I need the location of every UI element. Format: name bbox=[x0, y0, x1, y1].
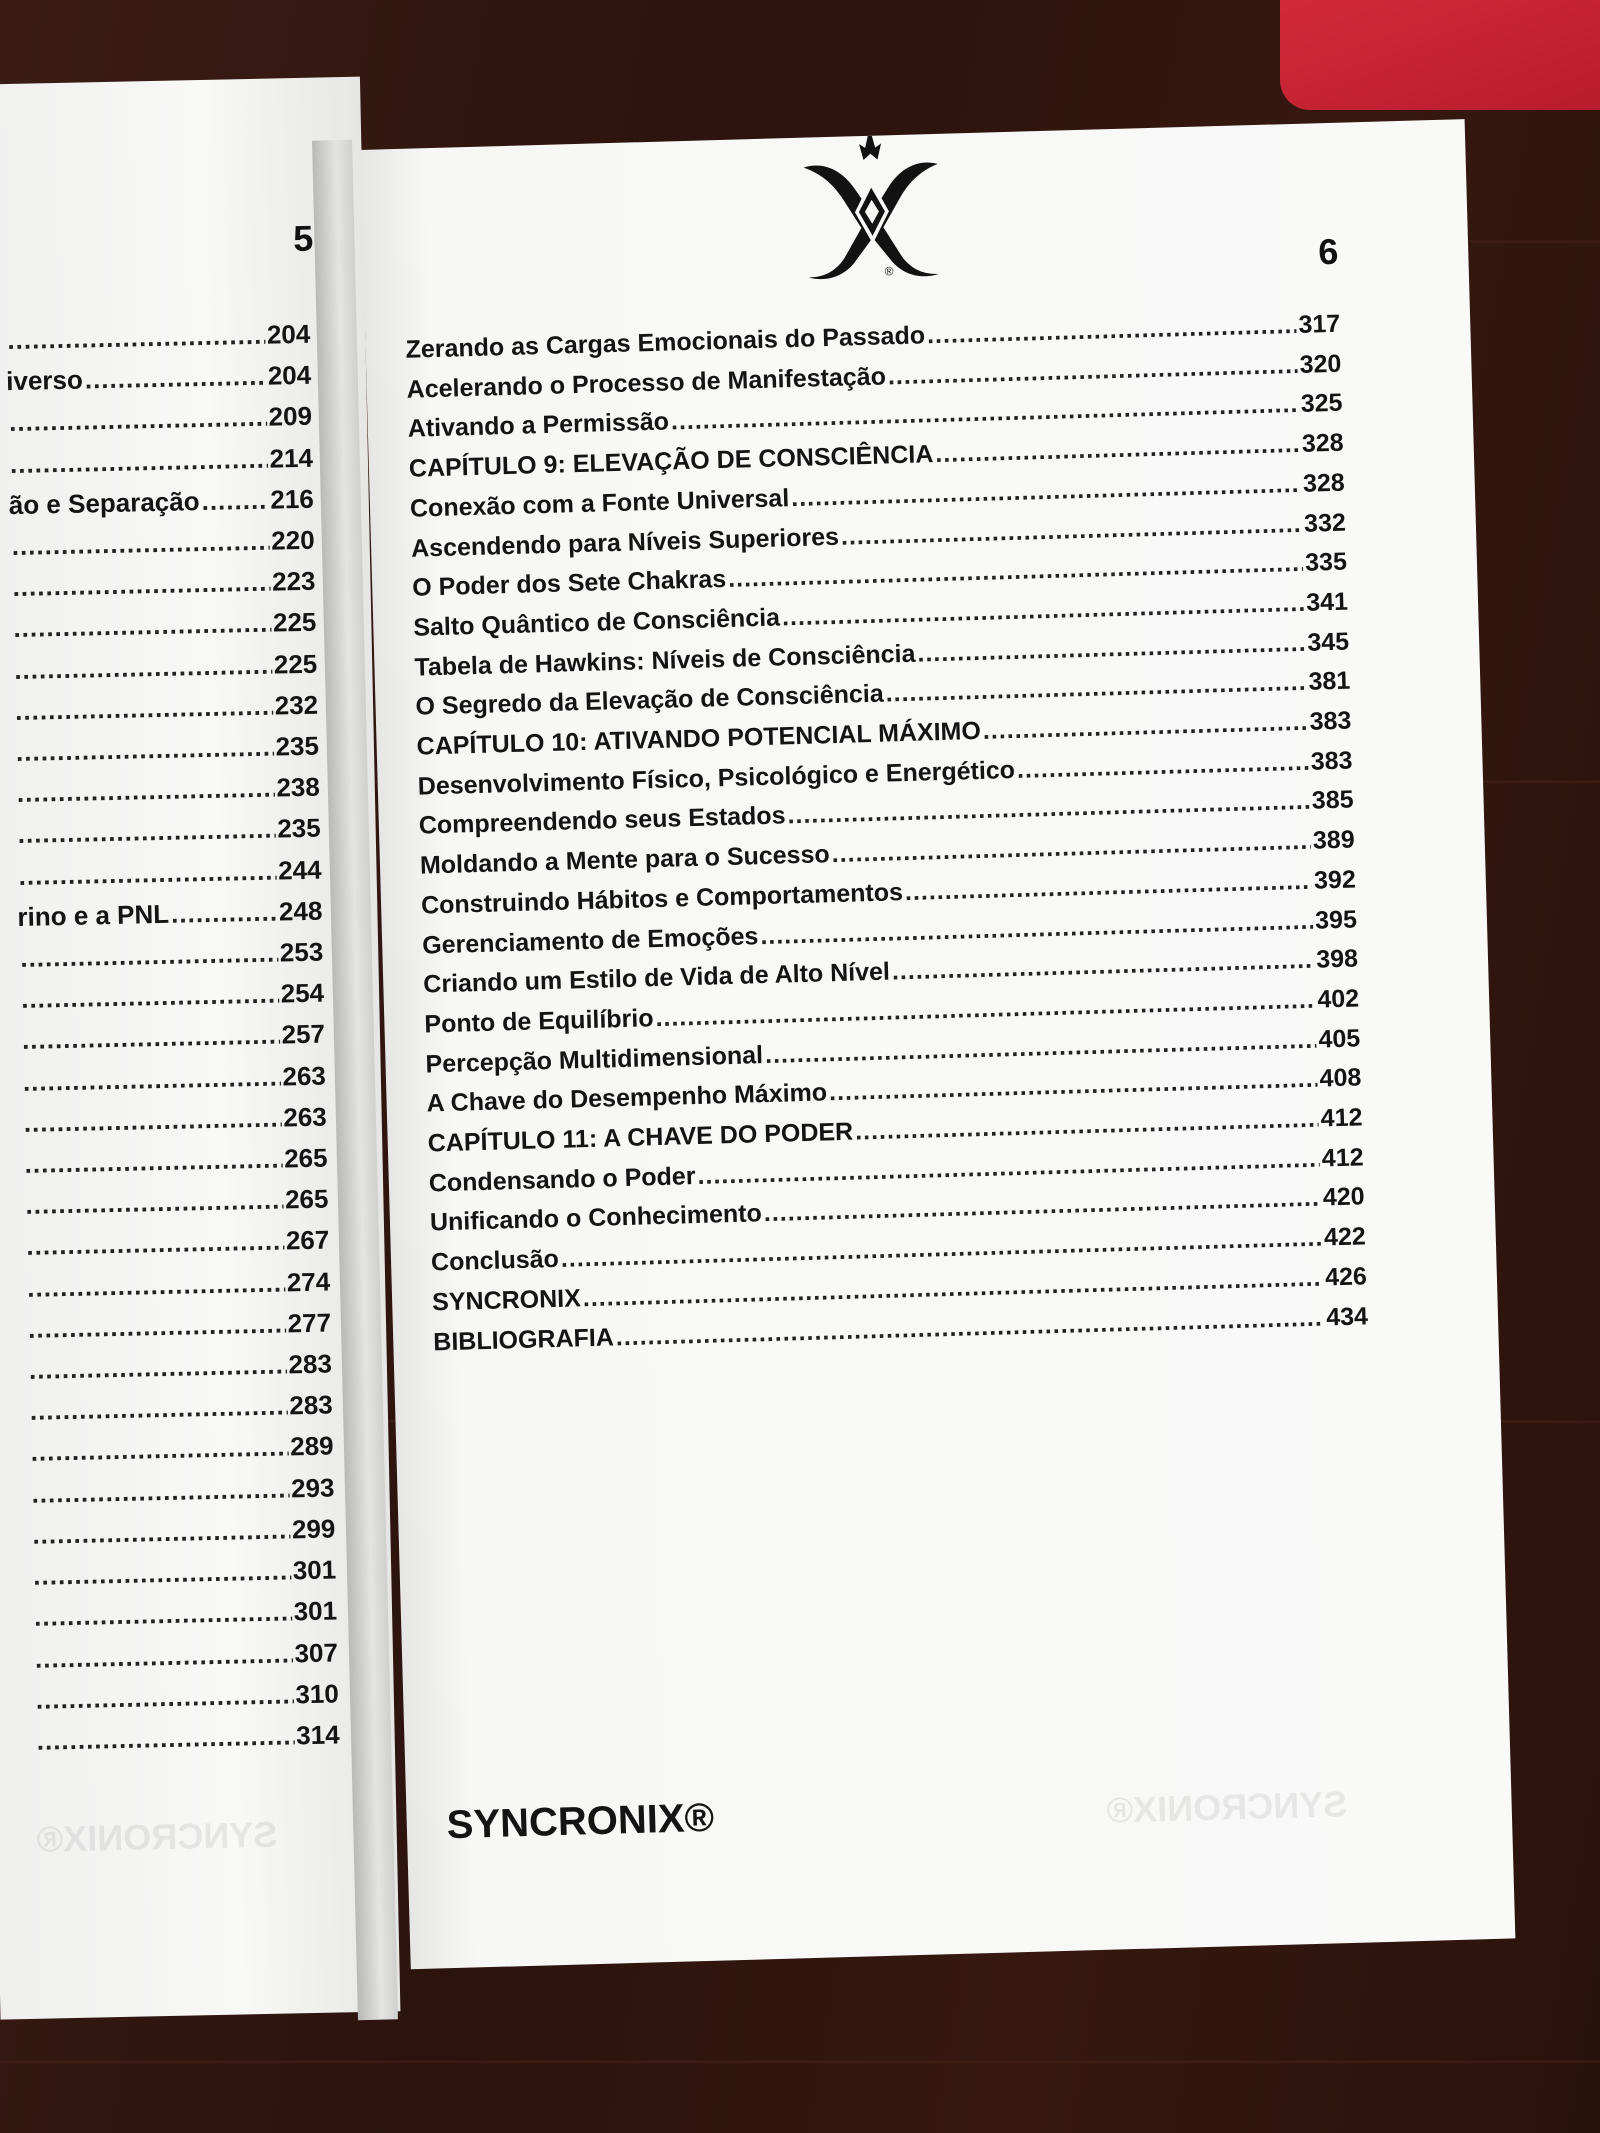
toc-entry-page: 328 bbox=[1302, 468, 1346, 498]
toc-entry bbox=[22, 1138, 328, 1186]
toc-entry-page: 238 bbox=[276, 771, 321, 803]
toc-entry bbox=[31, 1550, 337, 1598]
toc-entry bbox=[34, 1714, 340, 1762]
toc-entry bbox=[26, 1302, 332, 1350]
dot-leader bbox=[201, 479, 269, 522]
toc-entry bbox=[7, 396, 313, 444]
toc-entry-page: 289 bbox=[289, 1430, 334, 1462]
toc-entry bbox=[17, 890, 323, 938]
toc-entry-page: 412 bbox=[1320, 1103, 1363, 1133]
dot-leader bbox=[22, 1056, 280, 1103]
dot-leader bbox=[84, 356, 266, 401]
toc-entry bbox=[11, 602, 317, 650]
dot-leader bbox=[30, 1427, 288, 1474]
dot-leader bbox=[25, 1180, 283, 1227]
trademark-mark: ® bbox=[884, 264, 894, 279]
dot-leader bbox=[32, 1509, 290, 1556]
toc-entry-page: 225 bbox=[272, 607, 317, 638]
toc-entry bbox=[27, 1344, 333, 1392]
toc-entry-title: Salto Quântico de Consciência bbox=[412, 603, 781, 642]
toc-entry-page: 223 bbox=[271, 565, 316, 597]
toc-entry-page: 398 bbox=[1315, 944, 1359, 974]
toc-entry-page: 253 bbox=[279, 936, 324, 968]
toc-entry-page: 426 bbox=[1324, 1262, 1368, 1292]
left-page-number: 5 bbox=[292, 217, 314, 260]
dot-leader bbox=[171, 891, 278, 934]
toc-entry-page: 204 bbox=[266, 318, 311, 350]
right-footer-show-through: SYNCRONIX® bbox=[1106, 1783, 1348, 1831]
toc-entry-page: 283 bbox=[288, 1348, 333, 1380]
dot-leader bbox=[26, 1221, 284, 1268]
toc-entry-title: Zerando as Cargas Emocionais do Passado bbox=[405, 321, 926, 364]
toc-entry-page: 412 bbox=[1321, 1143, 1364, 1173]
toc-entry-title: Criando um Estilo de Vida de Alto Nível bbox=[422, 957, 891, 999]
toc-entry bbox=[30, 1508, 336, 1556]
toc-entry-page: 383 bbox=[1309, 706, 1352, 736]
toc-entry-title: BIBLIOGRAFIA bbox=[432, 1322, 615, 1356]
dot-leader bbox=[15, 685, 273, 732]
toc-entry bbox=[8, 437, 314, 485]
toc-entry-page: 277 bbox=[287, 1307, 332, 1339]
dot-leader bbox=[27, 1262, 285, 1309]
toc-entry bbox=[20, 1055, 326, 1103]
toc-entry bbox=[29, 1467, 335, 1515]
red-cloth bbox=[1280, 0, 1600, 110]
toc-entry bbox=[10, 561, 316, 609]
dot-leader bbox=[24, 1139, 282, 1186]
toc-entry bbox=[19, 973, 325, 1021]
dot-leader bbox=[28, 1303, 286, 1350]
dot-leader bbox=[21, 974, 279, 1021]
toc-entry bbox=[23, 1179, 329, 1227]
toc-entry-title: rino e a PNL bbox=[17, 898, 170, 932]
toc-entry-title: Compreendendo seus Estados bbox=[418, 801, 786, 841]
toc-entry-title: CAPÍTULO 9: ELEVAÇÃO DE CONSCIÊNCIA bbox=[408, 440, 934, 483]
toc-entry-page: 235 bbox=[276, 813, 321, 844]
dot-leader bbox=[9, 397, 267, 444]
toc-entry bbox=[5, 314, 311, 362]
toc-entry-page: 225 bbox=[273, 648, 318, 680]
dot-leader bbox=[16, 727, 274, 774]
dot-leader bbox=[7, 315, 265, 362]
toc-entry-page: 341 bbox=[1305, 587, 1349, 617]
toc-entry-page: 263 bbox=[282, 1101, 327, 1133]
dot-leader bbox=[35, 1674, 293, 1721]
toc-entry-title: Moldando a Mente para o Sucesso bbox=[419, 840, 831, 880]
toc-entry-page: 420 bbox=[1322, 1182, 1366, 1212]
toc-entry-page: 328 bbox=[1301, 428, 1344, 458]
toc-entry-page: 204 bbox=[267, 359, 312, 391]
toc-entry-title: ão e Separação bbox=[8, 485, 200, 520]
dot-leader bbox=[13, 603, 271, 650]
dot-leader bbox=[11, 521, 269, 568]
toc-entry-page: 265 bbox=[283, 1142, 328, 1174]
toc-entry-page: 232 bbox=[274, 689, 319, 721]
dot-leader bbox=[34, 1592, 292, 1639]
toc-entry-page: 314 bbox=[295, 1719, 340, 1751]
toc-entry-page: 265 bbox=[284, 1183, 329, 1215]
toc-entry-title: A Chave do Desempenho Máximo bbox=[426, 1078, 828, 1118]
dot-leader bbox=[14, 644, 272, 691]
ornamental-x-emblem-icon bbox=[795, 124, 949, 283]
toc-entry-title: iverso bbox=[5, 364, 84, 397]
toc-entry-title: Conclusão bbox=[430, 1245, 560, 1277]
dot-leader bbox=[29, 1386, 287, 1433]
toc-entry-page: 395 bbox=[1314, 905, 1358, 935]
toc-entry bbox=[21, 1096, 327, 1144]
toc-entry-title: Gerenciamento de Emoções bbox=[421, 921, 759, 960]
toc-entry-page: 267 bbox=[285, 1224, 330, 1256]
toc-entry bbox=[8, 478, 314, 526]
toc-entry-page: 235 bbox=[275, 730, 320, 762]
toc-entry-page: 422 bbox=[1323, 1222, 1367, 1252]
toc-entry-page: 408 bbox=[1319, 1063, 1362, 1093]
dot-leader bbox=[35, 1633, 293, 1680]
toc-entry-page: 335 bbox=[1304, 547, 1348, 577]
dot-leader bbox=[17, 809, 275, 856]
toc-entry bbox=[20, 1014, 326, 1062]
toc-entry bbox=[15, 808, 321, 856]
toc-entry-title: Tabela de Hawkins: Níveis de Consciência bbox=[414, 639, 916, 682]
toc-entry bbox=[9, 520, 315, 568]
toc-entry-page: 383 bbox=[1310, 746, 1353, 776]
toc-entry-title: CAPÍTULO 10: ATIVANDO POTENCIAL MÁXIMO bbox=[416, 716, 982, 761]
dot-leader bbox=[31, 1468, 289, 1515]
toc-entry-page: 216 bbox=[270, 483, 315, 515]
right-page-number: 6 bbox=[1317, 230, 1339, 273]
toc-entry-title: Acelerando o Processo de Manifestação bbox=[406, 362, 887, 404]
toc-entry-page: 283 bbox=[289, 1389, 334, 1421]
toc-entry-title: SYNCRONIX bbox=[431, 1284, 582, 1317]
toc-entry-title: CAPÍTULO 11: A CHAVE DO PODER bbox=[427, 1117, 854, 1158]
toc-entry-page: 332 bbox=[1303, 508, 1347, 538]
toc-entry bbox=[25, 1261, 331, 1309]
toc-entry-page: 320 bbox=[1299, 349, 1342, 379]
toc-entry bbox=[33, 1673, 339, 1721]
toc-entry-page: 299 bbox=[291, 1513, 336, 1545]
toc-entry-page: 244 bbox=[277, 854, 322, 886]
dot-leader bbox=[33, 1550, 291, 1597]
toc-entry bbox=[6, 355, 312, 403]
toc-entry-page: 345 bbox=[1307, 627, 1350, 657]
toc-entry-page: 307 bbox=[294, 1636, 339, 1668]
dot-leader bbox=[29, 1345, 287, 1392]
toc-entry-title: Percepção Multidimensional bbox=[425, 1040, 764, 1079]
toc-entry-page: 325 bbox=[1300, 389, 1343, 419]
dot-leader bbox=[23, 1097, 281, 1144]
dot-leader bbox=[22, 1015, 280, 1062]
toc-entry-page: 209 bbox=[268, 401, 313, 433]
toc-entry bbox=[13, 684, 319, 732]
toc-entry-title: Desenvolvimento Físico, Psicológico e Energético bbox=[417, 755, 1016, 801]
toc-entry bbox=[16, 849, 322, 897]
right-page bbox=[360, 119, 1515, 1969]
toc-entry-page: 317 bbox=[1298, 309, 1341, 339]
toc-entry bbox=[12, 643, 318, 691]
dot-leader bbox=[12, 562, 270, 609]
toc-entry bbox=[18, 932, 324, 980]
toc-entry-page: 310 bbox=[295, 1678, 340, 1710]
toc-entry-page: 301 bbox=[292, 1554, 337, 1586]
toc-entry-page: 389 bbox=[1312, 825, 1356, 855]
footer-brand: SYNCRONIX® bbox=[446, 1795, 715, 1848]
toc-entry-title: Ativando a Permissão bbox=[407, 407, 670, 444]
toc-entry bbox=[33, 1632, 339, 1680]
toc-entry-page: 220 bbox=[270, 524, 315, 556]
toc-entry-title: Construindo Hábitos e Comportamentos bbox=[420, 877, 904, 920]
toc-entry-page: 402 bbox=[1316, 984, 1360, 1014]
toc-entry bbox=[28, 1426, 334, 1474]
toc-entry-page: 248 bbox=[278, 895, 323, 927]
toc-entry-page: 263 bbox=[282, 1060, 327, 1092]
toc-entry-page: 434 bbox=[1325, 1301, 1369, 1332]
toc-entry-page: 301 bbox=[293, 1595, 338, 1627]
toc-entry-page: 214 bbox=[269, 442, 314, 474]
toc-entry-title: Ponto de Equilíbrio bbox=[424, 1004, 654, 1039]
toc-entry-page: 293 bbox=[290, 1472, 335, 1504]
dot-leader bbox=[18, 850, 276, 897]
toc-entry-title: Ascendendo para Níveis Superiores bbox=[410, 522, 840, 563]
toc-entry bbox=[27, 1385, 333, 1433]
toc-entry-page: 405 bbox=[1318, 1024, 1361, 1054]
toc-entry-title: Unificando o Conhecimento bbox=[429, 1199, 763, 1237]
toc-entry-page: 257 bbox=[281, 1019, 326, 1050]
toc-entry-title: Condensando o Poder bbox=[428, 1161, 696, 1198]
right-toc-list bbox=[405, 305, 1368, 1363]
toc-entry-page: 385 bbox=[1311, 785, 1354, 816]
toc-entry bbox=[32, 1591, 338, 1639]
toc-entry-page: 274 bbox=[286, 1266, 331, 1298]
left-toc-list bbox=[5, 314, 340, 1762]
toc-entry bbox=[24, 1220, 330, 1268]
dot-leader bbox=[20, 933, 278, 980]
dot-leader bbox=[10, 438, 268, 485]
dot-leader bbox=[16, 768, 274, 815]
toc-entry bbox=[14, 767, 320, 815]
toc-entry-title: O Poder dos Sete Chakras bbox=[411, 565, 727, 602]
toc-entry bbox=[14, 726, 320, 774]
dot-leader bbox=[36, 1715, 294, 1762]
toc-entry-page: 381 bbox=[1308, 666, 1351, 697]
left-footer-show-through: SYNCRONIX® bbox=[36, 1813, 278, 1860]
toc-entry-page: 392 bbox=[1313, 865, 1357, 895]
toc-entry-page: 254 bbox=[280, 977, 325, 1009]
toc-entry-title: Conexão com a Fonte Universal bbox=[409, 483, 790, 523]
toc-entry-title: O Segredo da Elevação de Consciência bbox=[415, 679, 885, 721]
